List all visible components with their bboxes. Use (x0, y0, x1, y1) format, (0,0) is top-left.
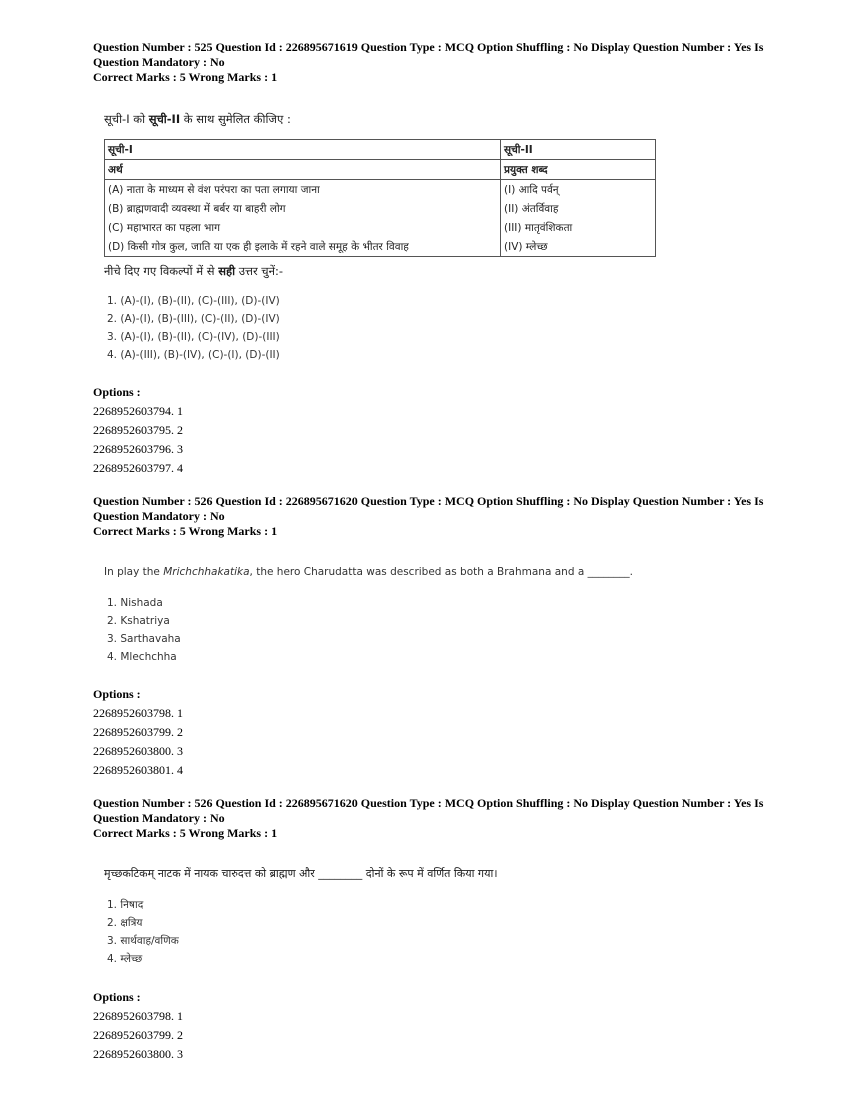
q526-meta-header (93, 494, 773, 539)
list-item: 1. (A)-(I), (B)-(II), (C)-(III), (D)-(IV) (107, 295, 280, 307)
option-item: 2268952603800. 3 (93, 744, 183, 758)
q525-meta-line1: Question Number : 525 Question Id : 226895671619 Question Type : MCQ Option Shuffling : No Display Question Number : Yes Is Question Mandatory : No (93, 40, 764, 69)
table-cell-right: (I) आदि पर्वन् (501, 180, 656, 200)
list-item: 3. Sarthavaha (107, 633, 181, 645)
option-item: 2268952603796. 3 (93, 442, 183, 456)
table-row (105, 218, 656, 237)
q526-question (104, 566, 633, 578)
q526-marks-line: Correct Marks : 5 Wrong Marks : 1 (93, 524, 278, 538)
list-item: 1. Nishada (107, 597, 163, 609)
q525-instruction-prefix: सूची-I को (104, 112, 149, 126)
table-cell-left: (B) ब्राह्मणवादी व्यवस्था में बर्बर या बाहरी लोग (105, 199, 501, 218)
option-item: 2268952603795. 2 (93, 423, 183, 437)
list-item: 2. (A)-(I), (B)-(III), (C)-(II), (D)-(IV) (107, 313, 280, 325)
options-label: Options : (93, 385, 141, 399)
table-cell-left: (A) नाता के माध्यम से वंश परंपरा का पता लगाया जाना (105, 180, 501, 200)
list-item: 4. Mlechchha (107, 651, 177, 663)
option-item: 2268952603798. 1 (93, 706, 183, 720)
q525-list1-header: सूची-I (105, 140, 501, 160)
option-item: 2268952603800. 3 (93, 1047, 183, 1061)
q526-choice-list (107, 594, 181, 666)
q526-hindi-options (93, 988, 183, 1064)
q525-choice-list (107, 292, 280, 364)
q525-list2-header: सूची-II (501, 140, 656, 160)
q525-instruction (104, 112, 291, 127)
option-item: 2268952603794. 1 (93, 404, 183, 418)
q526-question-italic: Mrichchhakatika (163, 566, 250, 578)
option-item: 2268952603799. 2 (93, 1028, 183, 1042)
option-item: 2268952603797. 4 (93, 461, 183, 475)
options-label: Options : (93, 990, 141, 1004)
q525-instruction-bold: सूची-II (148, 112, 181, 126)
table-cell-right: (II) अंतर्विवाह (501, 199, 656, 218)
q525-match-table (104, 139, 656, 257)
option-item: 2268952603801. 4 (93, 763, 183, 777)
list-item: 4. (A)-(III), (B)-(IV), (C)-(I), (D)-(II) (107, 349, 280, 361)
list-item: 3. सार्थवाह/वणिक (107, 935, 179, 947)
q526-hindi-meta-header (93, 796, 773, 841)
q525-meta-header (93, 40, 773, 85)
list-item: 3. (A)-(I), (B)-(II), (C)-(IV), (D)-(III) (107, 331, 280, 343)
q525-table-subheader-row (105, 160, 656, 180)
q526-options (93, 685, 183, 780)
option-item: 2268952603799. 2 (93, 725, 183, 739)
q525-table-header-row (105, 140, 656, 160)
q525-marks-line: Correct Marks : 5 Wrong Marks : 1 (93, 70, 278, 84)
table-row (105, 237, 656, 257)
q526-question-prefix: In play the (104, 566, 164, 578)
options-label: Options : (93, 687, 141, 701)
q526-hindi-marks-line: Correct Marks : 5 Wrong Marks : 1 (93, 826, 278, 840)
list-item: 4. म्लेच्छ (107, 953, 143, 965)
q525-choose-prefix: नीचे दिए गए विकल्पों में से (104, 264, 219, 278)
q525-meaning-header: अर्थ (105, 160, 501, 180)
table-row (105, 199, 656, 218)
q526-question-suffix: , the hero Charudatta was described as both a Brahmana and a ________. (249, 566, 633, 578)
q525-choose-instruction (104, 264, 283, 279)
q526-meta-line1: Question Number : 526 Question Id : 226895671620 Question Type : MCQ Option Shuffling : No Display Question Number : Yes Is Question Mandatory : No (93, 494, 764, 523)
table-cell-left: (C) महाभारत का पहला भाग (105, 218, 501, 237)
q525-term-header: प्रयुक्त शब्द (501, 160, 656, 180)
table-cell-left: (D) किसी गोत्र कुल, जाति या एक ही इलाके में रहने वाले समूह के भीतर विवाह (105, 237, 501, 257)
table-row (105, 180, 656, 200)
q526-hindi-choice-list (107, 896, 179, 968)
table-cell-right: (III) मातृवंशिकता (501, 218, 656, 237)
q525-choose-suffix: उत्तर चुनें:- (235, 264, 284, 278)
option-item: 2268952603798. 1 (93, 1009, 183, 1023)
q526-hindi-meta-line1: Question Number : 526 Question Id : 226895671620 Question Type : MCQ Option Shuffling : No Display Question Number : Yes Is Question Mandatory : No (93, 796, 764, 825)
q525-instruction-suffix: के साथ सुमेलित कीजिए : (180, 112, 291, 126)
table-cell-right: (IV) म्लेच्छ (501, 237, 656, 257)
list-item: 2. Kshatriya (107, 615, 170, 627)
list-item: 1. निषाद (107, 899, 144, 911)
list-item: 2. क्षत्रिय (107, 917, 143, 929)
q526-hindi-question: मृच्छकटिकम् नाटक में नायक चारुदत्त को ब्राह्मण और ________ दोनों के रूप में वर्णित किया गया। (104, 867, 498, 880)
q525-choose-bold: सही (218, 264, 236, 278)
q525-options (93, 383, 183, 478)
